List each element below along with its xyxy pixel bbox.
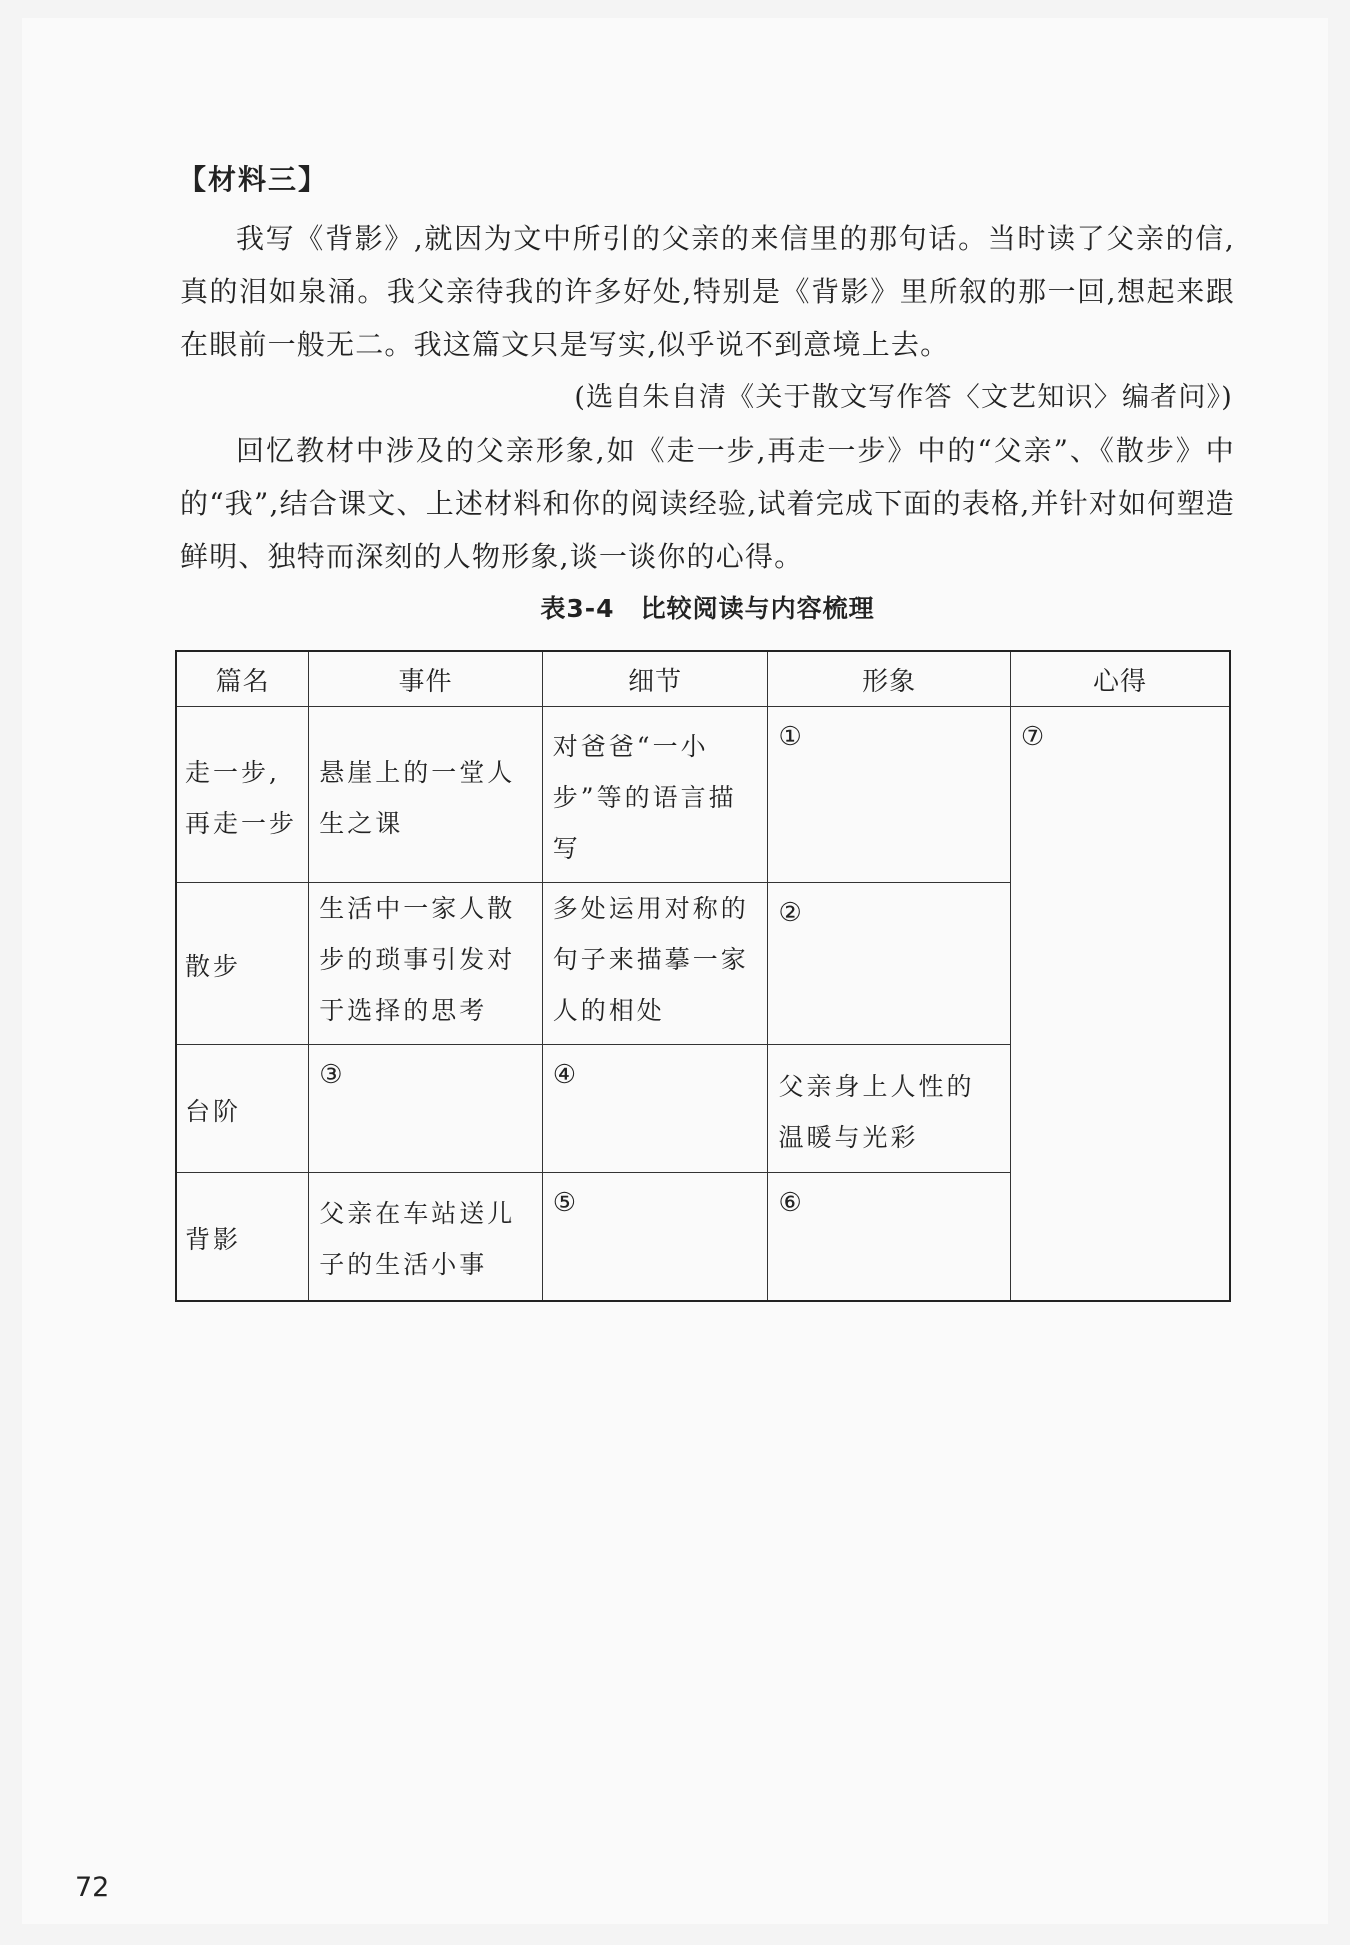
header-detail: 细节 bbox=[542, 651, 768, 707]
material-heading: 【材料三】 bbox=[178, 163, 329, 196]
row-detail: 多处运用对称的句子来描摹一家人的相处 bbox=[542, 883, 768, 1045]
blank-4[interactable]: ④ bbox=[552, 1060, 580, 1090]
header-insight: 心得 bbox=[1010, 651, 1230, 707]
row-event: 生活中一家人散步的琐事引发对于选择的思考 bbox=[309, 883, 543, 1045]
row-title: 散步 bbox=[176, 883, 309, 1045]
page-number: 72 bbox=[75, 1872, 110, 1903]
comparison-table bbox=[175, 650, 1231, 1302]
row-event: 父亲在车站送儿子的生活小事 bbox=[309, 1173, 543, 1301]
blank-5[interactable]: ⑤ bbox=[552, 1188, 580, 1218]
header-image: 形象 bbox=[768, 651, 1010, 707]
row-image: 父亲身上人性的温暖与光彩 bbox=[768, 1045, 1010, 1173]
header-title: 篇名 bbox=[176, 651, 309, 707]
table-header-row bbox=[176, 651, 1230, 707]
blank-2[interactable]: ② bbox=[778, 898, 805, 928]
row-detail: 对爸爸“一小步”等的语言描写 bbox=[542, 707, 768, 883]
header-event: 事件 bbox=[309, 651, 543, 707]
instruction-paragraph: 回忆教材中涉及的父亲形象,如《走一步,再走一步》中的“父亲”、《散步》中的“我”,结合课文、上述材料和你的阅读经验,试着完成下面的表格,并针对如何塑造鲜明、独特而深刻的人物形象,谈一谈你的心得。 bbox=[180, 434, 1235, 573]
blank-1[interactable]: ① bbox=[778, 722, 805, 752]
row-title: 背影 bbox=[176, 1173, 309, 1301]
blank-3[interactable]: ③ bbox=[319, 1060, 346, 1090]
row-title: 台阶 bbox=[176, 1045, 309, 1173]
blank-6[interactable]: ⑥ bbox=[778, 1188, 805, 1218]
row-event: 悬崖上的一堂人生之课 bbox=[309, 707, 543, 883]
blank-7[interactable]: ⑦ bbox=[1020, 722, 1048, 752]
table-row bbox=[176, 707, 1230, 883]
text-body bbox=[180, 158, 1235, 647]
material-source: (选自朱自清《关于散文写作答〈文艺知识〉编者问》) bbox=[574, 382, 1233, 413]
row-title: 走一步, 再走一步 bbox=[176, 707, 309, 883]
table-caption: 表3-4 比较阅读与内容梳理 bbox=[540, 594, 875, 623]
material-paragraph: 我写《背影》,就因为文中所引的父亲的来信里的那句话。当时读了父亲的信,真的泪如泉涌。我父亲待我的许多好处,特别是《背影》里所叙的那一回,想起来跟在眼前一般无二。我这篇文只是写实,似乎说不到意境上去。 bbox=[180, 222, 1235, 361]
